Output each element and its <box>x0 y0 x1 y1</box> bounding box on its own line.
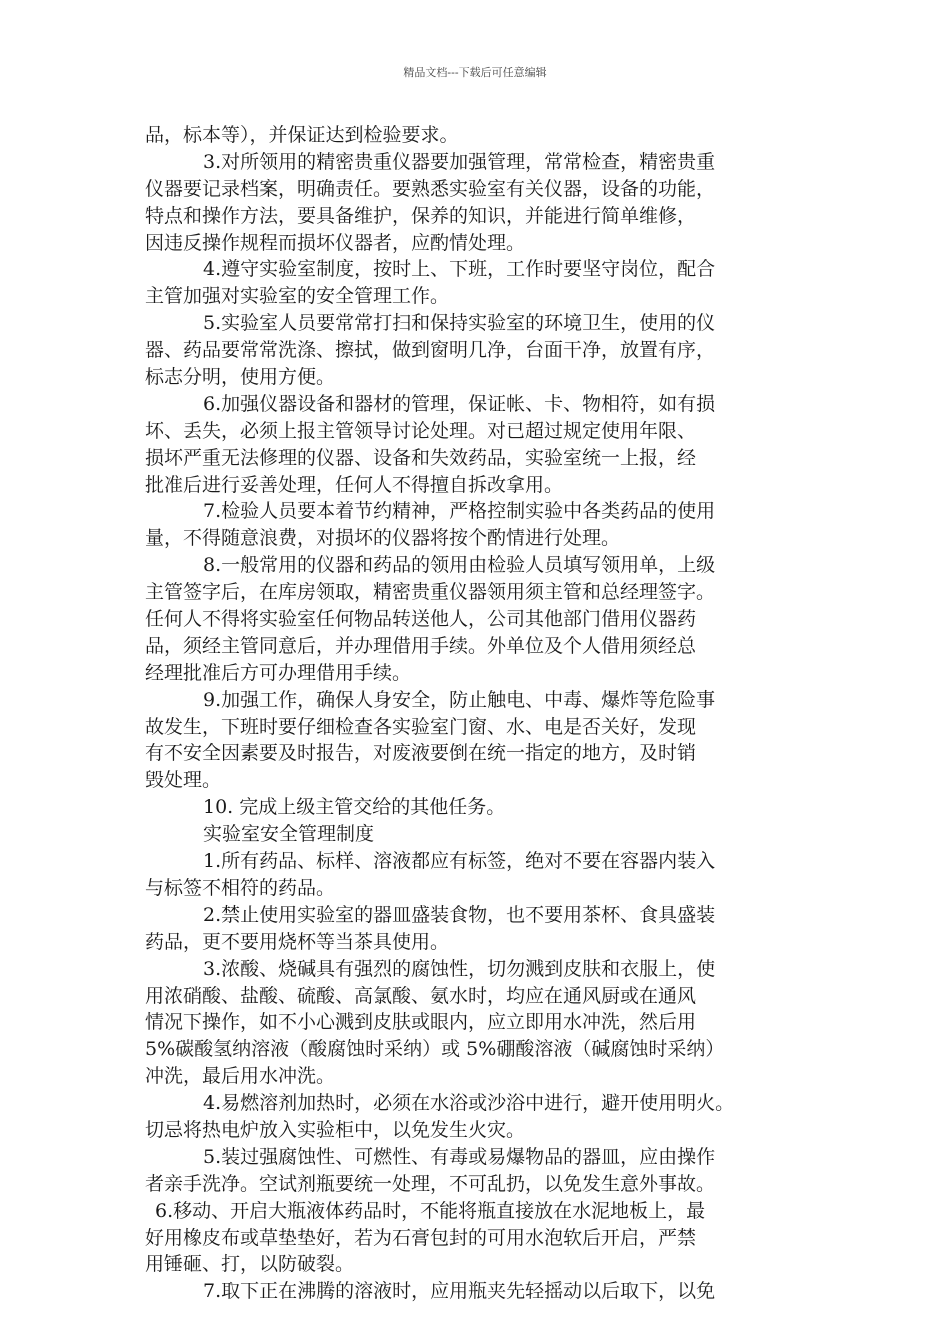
text-line: 3.浓酸、烧碱具有强烈的腐蚀性，切勿溅到皮肤和衣服上，使 <box>203 957 716 980</box>
text-line: 仪器要记录档案，明确责任。要熟悉实验室有关仪器，设备的功能， <box>145 177 716 200</box>
text-line: 6.加强仪器设备和器材的管理，保证帐、卡、物相符，如有损 <box>203 392 716 415</box>
text-line: 药品，更不要用烧杯等当茶具使用。 <box>145 930 450 953</box>
text-line: 批准后进行妥善处理，任何人不得擅自拆改拿用。 <box>145 473 564 496</box>
document-body <box>145 122 823 1305</box>
text-line: 标志分明，使用方便。 <box>145 366 336 389</box>
text-line: 4.易燃溶剂加热时，必须在水浴或沙浴中进行，避开使用明火。 <box>203 1092 735 1115</box>
text-line: 任何人不得将实验室任何物品转送他人，公司其他部门借用仪器药 <box>145 608 697 631</box>
text-line: 与标签不相符的药品。 <box>145 876 336 899</box>
text-line: 者亲手洗净。空试剂瓶要统一处理，不可乱扔，以免发生意外事故。 <box>145 1172 716 1195</box>
text-line: 5.装过强腐蚀性、可燃性、有毒或易爆物品的器皿，应由操作 <box>203 1145 716 1168</box>
text-line: 品，须经主管同意后，并办理借用手续。外单位及个人借用须经总 <box>145 634 697 657</box>
text-line: 有不安全因素要及时报告，对废液要倒在统一指定的地方，及时销 <box>145 742 697 765</box>
text-line: 5.实验室人员要常常打扫和保持实验室的环境卫生，使用的仪 <box>203 312 716 335</box>
page-header: 精品文档---下载后可任意编辑 <box>403 66 547 79</box>
text-line: 冲洗，最后用水冲洗。 <box>145 1065 336 1088</box>
text-line: 坏、丢失，必须上报主管领导讨论处理。对已超过规定使用年限、 <box>145 419 697 442</box>
text-line: 毁处理。 <box>145 769 222 792</box>
text-line: 器、药品要常常洗涤、擦拭，做到窗明几净，台面干净，放置有序， <box>145 339 716 362</box>
text-line: 因违反操作规程而损坏仪器者，应酌情处理。 <box>145 231 526 254</box>
text-line: 切忌将热电炉放入实验柜中，以免发生火灾。 <box>145 1118 526 1141</box>
text-line: 主管加强对实验室的安全管理工作。 <box>145 285 450 308</box>
text-line: 7.检验人员要本着节约精神，严格控制实验中各类药品的使用 <box>203 500 716 523</box>
text-line: 2.禁止使用实验室的器皿盛装食物，也不要用茶杯、食具盛装 <box>203 903 716 926</box>
text-line: 9.加强工作，确保人身安全，防止触电、中毒、爆炸等危险事 <box>203 688 716 711</box>
text-line: 用锤砸、打，以防破裂。 <box>145 1253 355 1276</box>
text-line: 用浓硝酸、盐酸、硫酸、高氯酸、氨水时，均应在通风厨或在通风 <box>145 984 697 1007</box>
text-line: 7.取下正在沸腾的溶液时，应用瓶夹先轻摇动以后取下，以免 <box>203 1280 716 1303</box>
text-line: 故发生，下班时要仔细检查各实验室门窗、水、电是否关好，发现 <box>145 715 697 738</box>
text-line: 好用橡皮布或草垫垫好，若为石膏包封的可用水泡软后开启，严禁 <box>145 1226 697 1249</box>
text-line: 4.遵守实验室制度，按时上、下班，工作时要坚守岗位，配合 <box>203 258 716 281</box>
text-line: 3.对所领用的精密贵重仪器要加强管理，常常检查，精密贵重 <box>203 150 716 173</box>
text-line: 5%碳酸氢纳溶液（酸腐蚀时采纳）或 5%硼酸溶液（碱腐蚀时采纳） <box>145 1038 725 1061</box>
text-line: 实验室安全管理制度 <box>203 823 375 846</box>
text-line: 情况下操作，如不小心溅到皮肤或眼内，应立即用水冲洗，然后用 <box>145 1011 697 1034</box>
text-line: 6.移动、开启大瓶液体药品时，不能将瓶直接放在水泥地板上，最 <box>155 1199 706 1222</box>
text-line: 1.所有药品、标样、溶液都应有标签，绝对不要在容器内装入 <box>203 850 716 873</box>
text-line: 主管签字后，在库房领取，精密贵重仪器领用须主管和总经理签字。 <box>145 581 716 604</box>
text-line: 损坏严重无法修理的仪器、设备和失效药品，实验室统一上报，经 <box>145 446 697 469</box>
text-line: 特点和操作方法，要具备维护，保养的知识，并能进行简单维修， <box>145 204 697 227</box>
text-line: 8.一般常用的仪器和药品的领用由检验人员填写领用单，上级 <box>203 554 716 577</box>
text-line: 10. 完成上级主管交给的其他任务。 <box>203 796 506 819</box>
text-line: 经理批准后方可办理借用手续。 <box>145 661 412 684</box>
text-line: 品，标本等），并保证达到检验要求。 <box>145 124 459 146</box>
text-line: 量，不得随意浪费，对损坏的仪器将按个酌情进行处理。 <box>145 527 621 550</box>
